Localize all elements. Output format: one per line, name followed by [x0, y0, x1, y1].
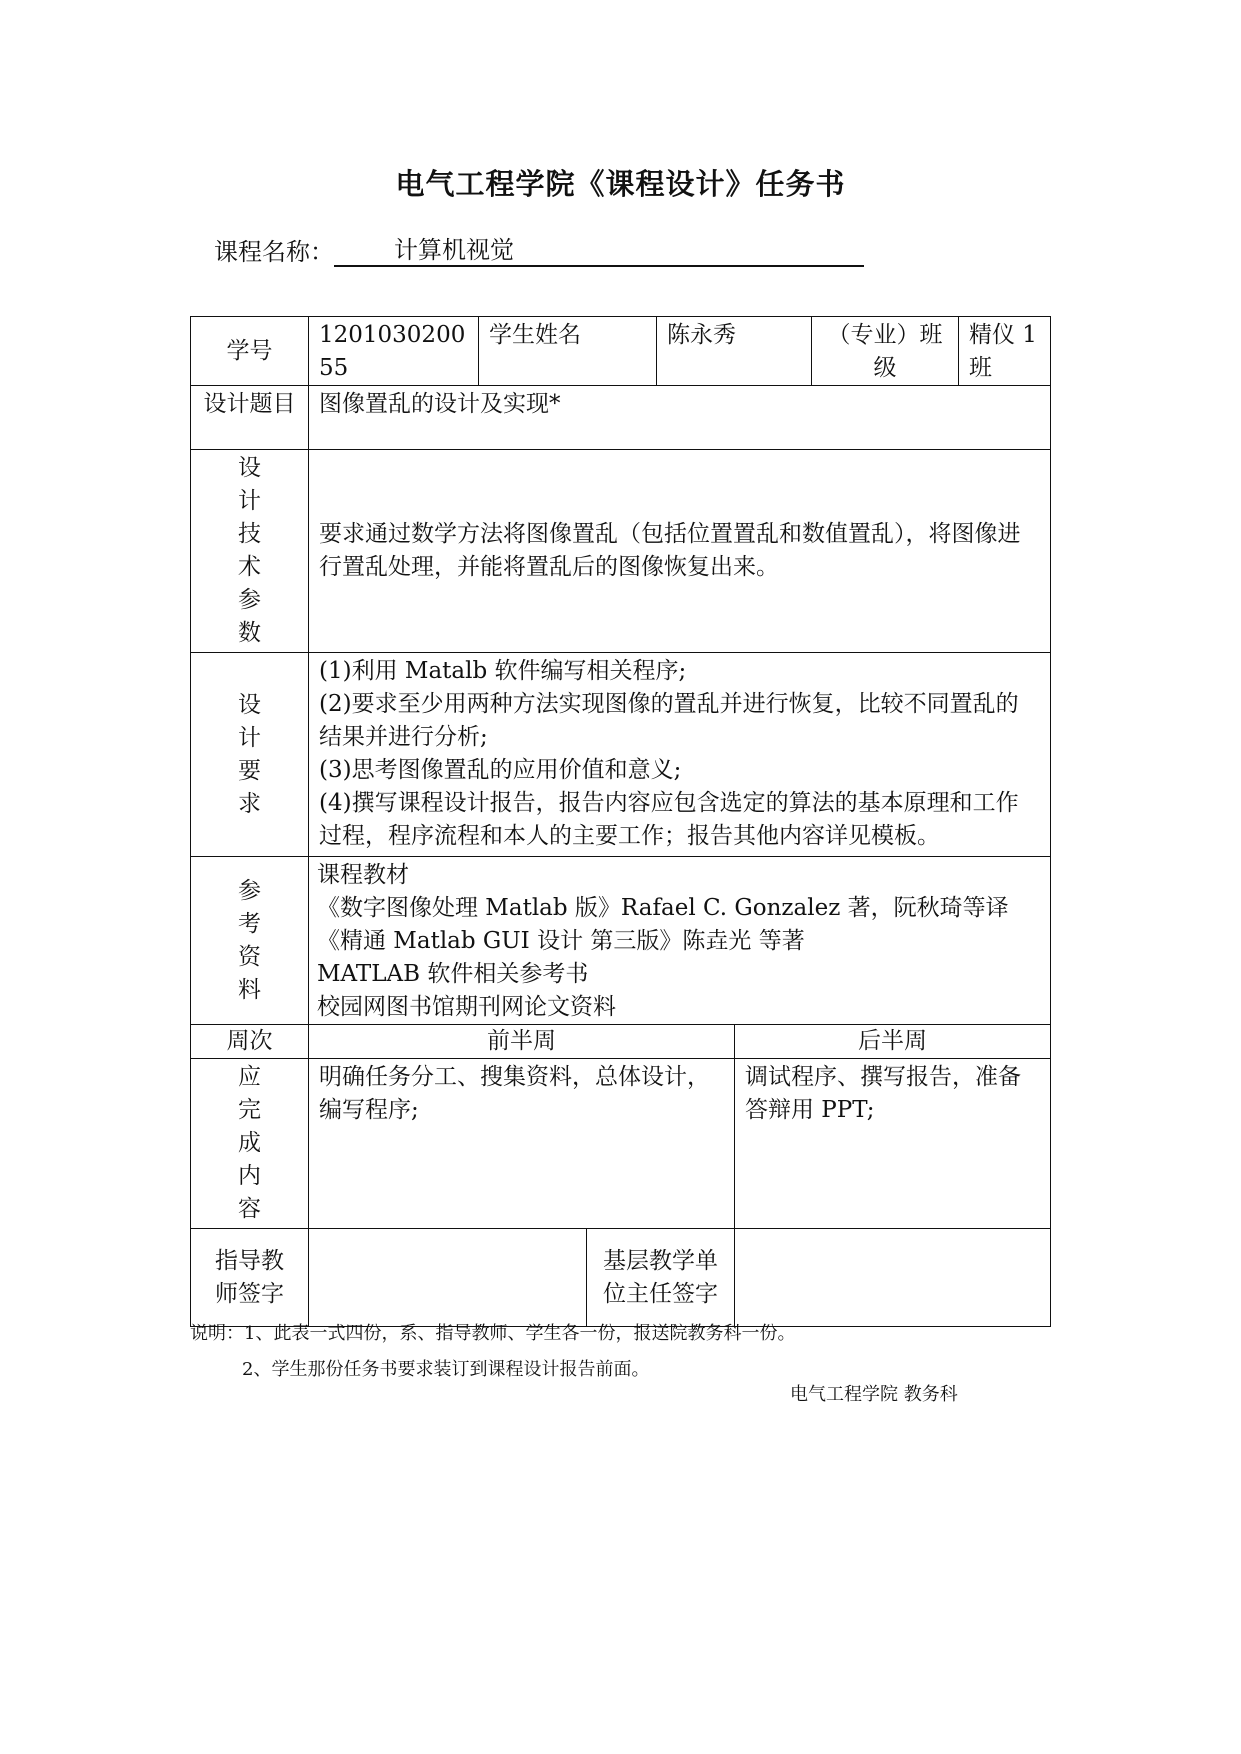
- first-half-label: 前半周: [309, 1025, 735, 1059]
- reference-item: 校园网图书馆期刊网论文资料: [317, 994, 616, 1020]
- content-label: 应 完 成 内 容: [191, 1059, 309, 1229]
- row-topic: [191, 386, 1051, 450]
- student-name-value: 陈永秀: [657, 317, 812, 386]
- reference-item: 《数字图像处理 Matlab 版》Rafael C. Gonzalez 著，阮秋琦等译: [317, 895, 1009, 921]
- second-half-label: 后半周: [735, 1025, 1051, 1059]
- course-name-label: 课程名称：: [214, 238, 334, 266]
- class-value: 精仪 1 班: [959, 317, 1051, 386]
- student-id-value: 120103020055: [309, 317, 479, 386]
- tech-params-value: 要求通过数学方法将图像置乱（包括位置置乱和数值置乱），将图像进行置乱处理，并能将置乱后的图像恢复出来。: [309, 450, 1051, 653]
- reference-item: 《精通 Matlab GUI 设计 第三版》陈垚光 等著: [317, 928, 805, 954]
- requirements-label: 设 计 要 求: [191, 653, 309, 857]
- task-form-table: [190, 316, 1051, 1327]
- row-requirements: [191, 653, 1051, 857]
- requirement-item: (1)利用 Matalb 软件编写相关程序;: [319, 658, 687, 684]
- requirement-item: (3)思考图像置乱的应用价值和意义;: [319, 757, 682, 783]
- requirements-list: [309, 653, 1051, 857]
- topic-label: 设计题目: [191, 386, 309, 450]
- row-tech-params: [191, 450, 1051, 653]
- row-student-info: [191, 317, 1051, 386]
- requirement-item: (4)撰写课程设计报告，报告内容应包含选定的算法的基本原理和工作过程，程序流程和本人的主要工作；报告其他内容详见模板。: [319, 790, 1019, 849]
- issuer: 电气工程学院 教务科: [790, 1384, 958, 1405]
- tech-params-label: 设 计 技 术 参 数: [191, 450, 309, 653]
- note-1: 说明：1、此表一式四份，系、指导教师、学生各一份，报送院教务科一份。: [190, 1323, 796, 1344]
- row-references: [191, 857, 1051, 1025]
- reference-item: MATLAB 软件相关参考书: [317, 961, 589, 987]
- teacher-signature-value: [309, 1229, 587, 1327]
- row-content: [191, 1059, 1051, 1229]
- teacher-signature-label: 指导教师签字: [191, 1229, 309, 1327]
- row-signatures: [191, 1229, 1051, 1327]
- student-id-label: 学号: [191, 317, 309, 386]
- references-list: [309, 857, 1051, 1025]
- first-half-content: 明确任务分工、搜集资料，总体设计，编写程序;: [309, 1059, 735, 1229]
- topic-value: 图像置乱的设计及实现*: [309, 386, 1051, 450]
- director-signature-label: 基层教学单位主任签字: [587, 1229, 735, 1327]
- reference-item: 课程教材: [317, 862, 409, 888]
- page-title: 电气工程学院《课程设计》任务书: [395, 167, 846, 201]
- references-label: 参 考 资 料: [191, 857, 309, 1025]
- week-label: 周次: [191, 1025, 309, 1059]
- note-2: 2、学生那份任务书要求装订到课程设计报告前面。: [242, 1359, 650, 1380]
- second-half-content: 调试程序、撰写报告，准备答辩用 PPT;: [735, 1059, 1051, 1229]
- course-name-line: [214, 232, 864, 267]
- course-name-value: 计算机视觉: [334, 235, 864, 267]
- requirement-item: (2)要求至少用两种方法实现图像的置乱并进行恢复，比较不同置乱的结果并进行分析;: [319, 691, 1019, 750]
- row-week-header: [191, 1025, 1051, 1059]
- class-label: （专业）班级: [812, 317, 959, 386]
- director-signature-value: [735, 1229, 1051, 1327]
- notes: [190, 1316, 795, 1388]
- student-name-label: 学生姓名: [479, 317, 657, 386]
